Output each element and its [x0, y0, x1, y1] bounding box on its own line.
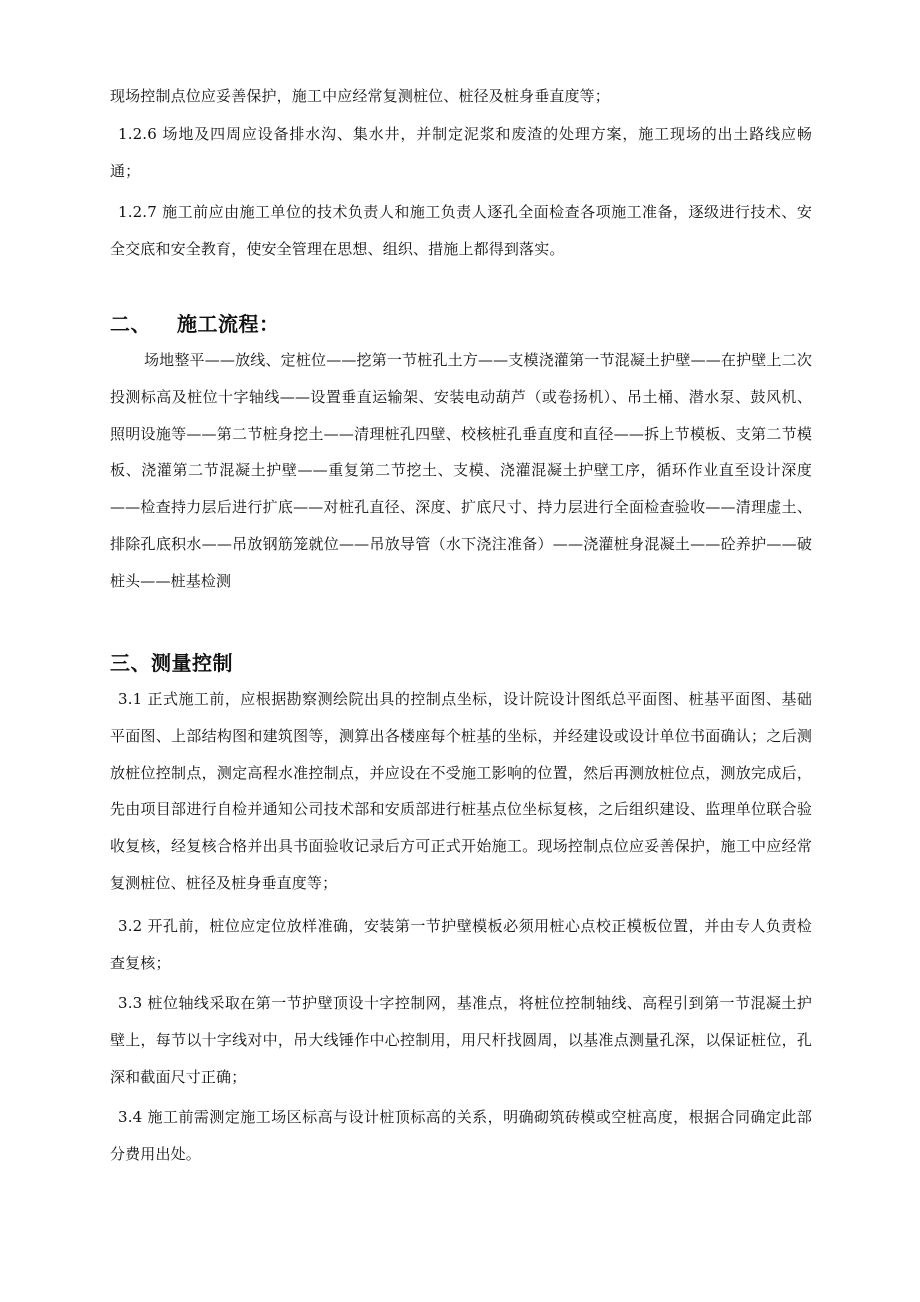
paragraph-3-2: 3.2 开孔前，桩位应定位放样准确，安装第一节护壁模板必须用桩心点校正模板位置，并由专人负责检查复核；: [110, 917, 812, 972]
section-2-heading: [110, 309, 280, 339]
paragraph-1-2-7: 1.2.7 施工前应由施工单位的技术负责人和施工负责人逐孔全面检查各项施工准备，逐级进行技术、安全交底和安全教育，使安全管理在思想、组织、措施上都得到落实。: [110, 203, 812, 258]
paragraph-control-points-cont: 现场控制点位应妥善保护，施工中应经常复测桩位、桩径及桩身垂直度等；: [110, 87, 610, 105]
paragraph-1-2-6: 1.2.6 场地及四周应设备排水沟、集水井，并制定泥浆和废渣的处理方案，施工现场的出土路线应畅通；: [110, 125, 812, 180]
section-3-title: 测量控制: [151, 651, 233, 675]
paragraph-construction-flow: 场地整平——放线、定桩位——挖第一节桩孔土方——支模浇灌第一节混凝土护壁——在护壁上二次投测标高及桩位十字轴线——设置垂直运输架、安装电动葫芦（或卷扬机）、吊土桶、潜水泵、鼓风机、照明设施等——第二节桩身挖土——清理桩孔四壁、校核桩孔垂直度和直径——拆上节模板、支第二节模板、浇灌第二节混凝土护壁——重复第二节挖土、支模、浇灌混凝土护壁工序，循环作业直至设计深度——检查持力层后进行扩底——对桩孔直径、深度、扩底尺寸、持力层进行全面检查验收——清理虚土、排除孔底积水——吊放钢筋笼就位——吊放导管（水下浇注准备）——浇灌桩身混凝土——砼养护——破桩头——桩基检测: [110, 351, 812, 590]
paragraph-3-1: 3.1 正式施工前，应根据勘察测绘院出具的控制点坐标，设计院设计图纸总平面图、桩基平面图、基础平面图、上部结构图和建筑图等，测算出各楼座每个桩基的坐标，并经建设或设计单位书面确认；之后测放桩位控制点，测定高程水准控制点，并应设在不受施工影响的位置，然后再测放桩位点，测放完成后，先由项目部进行自检并通知公司技术部和安质部进行桩基点位坐标复核，之后组织建设、监理单位联合验收复核，经复核合格并出具书面验收记录后方可正式开始施工。现场控制点位应妥善保护，施工中应经常复测桩位、桩径及桩身垂直度等；: [110, 690, 812, 892]
section-2-title: 施工流程：: [177, 312, 280, 336]
paragraph-3-3: 3.3 桩位轴线采取在第一节护壁顶设十字控制网，基准点，将桩位控制轴线、高程引到第一节混凝土护壁上，每节以十字线对中，吊大线锤作中心控制用，用尺杆找圆周，以基准点测量孔深，以保证桩位，孔深和截面尺寸正确；: [110, 994, 812, 1086]
section-2-number: 二、: [110, 312, 151, 336]
paragraph-3-4: 3.4 施工前需测定施工场区标高与设计桩顶标高的关系，明确砌筑砖模或空桩高度，根据合同确定此部分费用出处。: [110, 1108, 812, 1163]
section-3-heading: [110, 648, 233, 678]
section-3-number: 三、: [110, 651, 151, 675]
